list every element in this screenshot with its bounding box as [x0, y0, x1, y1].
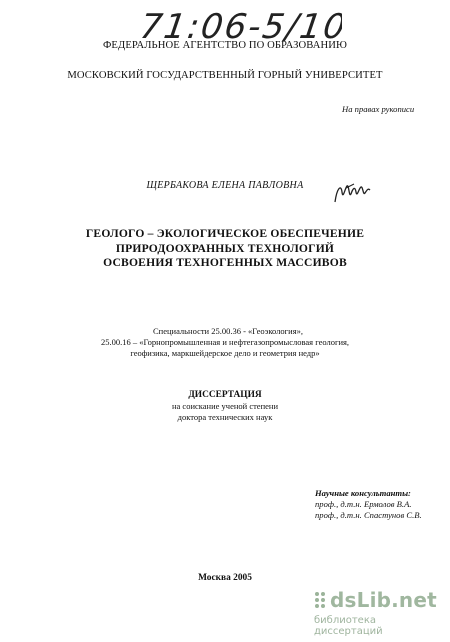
- specialties: [0, 326, 450, 359]
- dissertation-block: [0, 390, 450, 423]
- watermark-logo: dsLib.net: [330, 588, 437, 612]
- dissertation-title: [0, 227, 450, 271]
- dissertation-label: ДИССЕРТАЦИЯ: [188, 390, 262, 400]
- consultants-heading: Научные консультанты:: [315, 488, 411, 498]
- degree-line: на соискание ученой степени: [171, 401, 278, 411]
- consultant-name: проф., д.т.н. Спастунов С.В.: [315, 510, 422, 520]
- title-line: ОСВОЕНИЯ ТЕХНОГЕННЫХ МАССИВОВ: [103, 256, 347, 269]
- city-year: Москва 2005: [198, 573, 252, 583]
- title-line: ПРИРОДООХРАННЫХ ТЕХНОЛОГИЙ: [115, 241, 335, 255]
- rights-note: На правах рукописи: [342, 104, 415, 114]
- degree-line: доктора технических наук: [177, 412, 273, 422]
- university-name: МОСКОВСКИЙ ГОСУДАРСТВЕННЫЙ ГОРНЫЙ УНИВЕРСИТЕТ: [67, 70, 383, 81]
- agency-name: ФЕДЕРАЛЬНОЕ АГЕНТСТВО ПО ОБРАЗОВАНИЮ: [102, 40, 348, 51]
- consultants-block: [315, 488, 422, 521]
- author-name: ЩЕРБАКОВА ЕЛЕНА ПАВЛОВНА: [146, 180, 304, 191]
- archive-number-text: 71:06-5/101: [142, 7, 342, 46]
- title-line: ГЕОЛОГО – ЭКОЛОГИЧЕСКОЕ ОБЕСПЕЧЕНИЕ: [85, 227, 365, 240]
- consultant-name: проф., д.т.н. Ермолов В.А.: [315, 499, 412, 509]
- specialty-line: геофизика, маркшейдерское дело и геометрия недр»: [130, 348, 320, 358]
- watermark-subtitle: библиотека диссертаций: [314, 615, 383, 637]
- watermark: [314, 588, 442, 637]
- signature: [332, 180, 372, 208]
- specialty-line: Специальности 25.00.36 - «Геоэкология»,: [153, 326, 303, 336]
- specialty-line: 25.00.16 – «Горнопромышленная и нефтегазопромысловая геология,: [100, 337, 350, 347]
